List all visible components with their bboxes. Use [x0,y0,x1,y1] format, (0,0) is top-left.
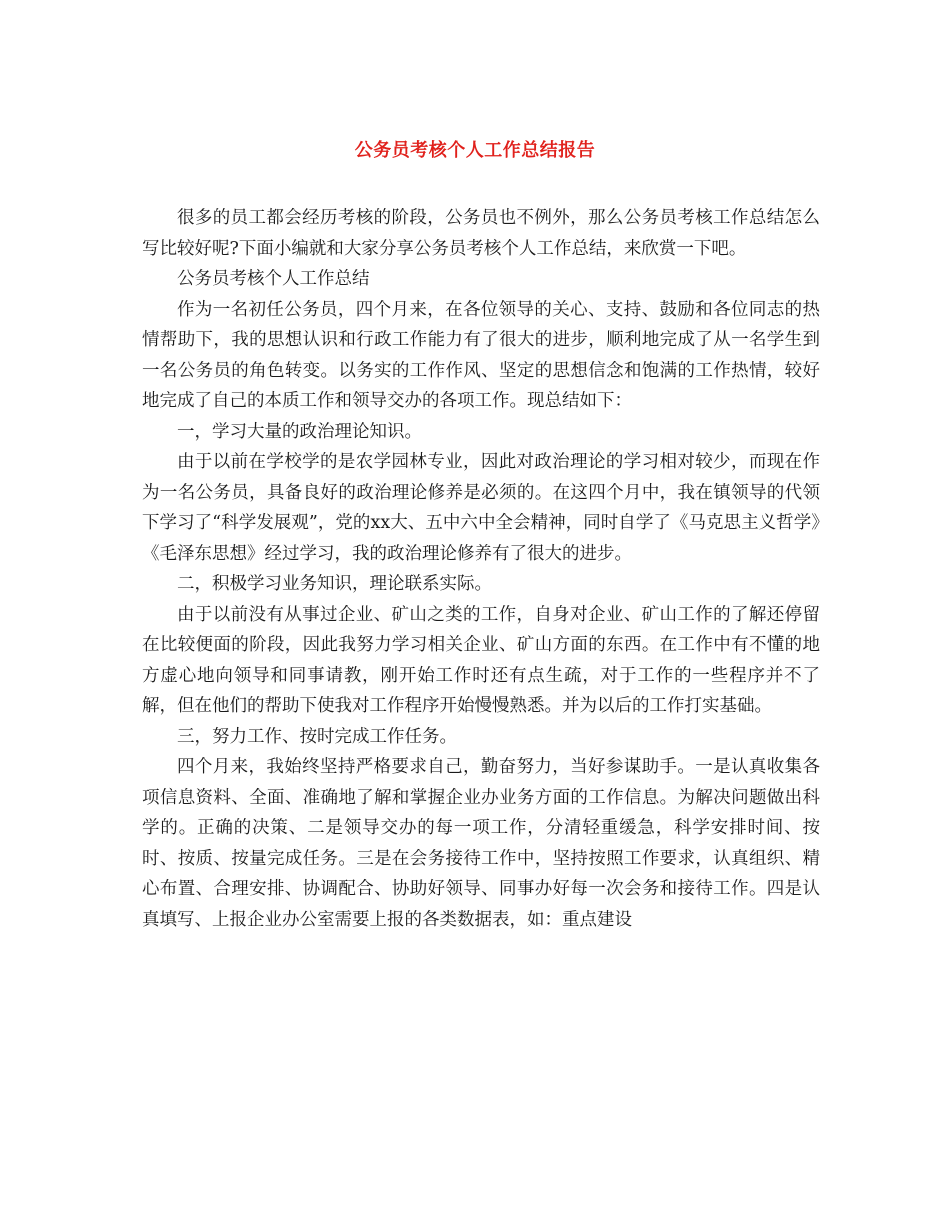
paragraph: 作为一名初任公务员，四个月来，在各位领导的关心、支持、鼓励和各位同志的热情帮助下，我的思想认识和行政工作能力有了很大的进步，顺利地完成了从一名学生到一名公务员的角色转变。以务实的工作作风、坚定的思想信念和饱满的工作热情，较好地完成了自己的本质工作和领导交办的各项工作。现总结如下： [142,299,820,411]
paragraph-intro: 很多的员工都会经历考核的阶段，公务员也不例外，那么公务员考核工作总结怎么写比较好呢?下面小编就和大家分享公务员考核个人工作总结，来欣赏一下吧。 [142,208,820,259]
document-body [142,203,820,935]
section-heading: 公务员考核个人工作总结 [177,269,370,289]
section-heading: 三，努力工作、按时完成工作任务。 [177,726,457,747]
section-heading: 二，积极学习业务知识，理论联系实际。 [177,574,492,594]
section-heading: 一，学习大量的政治理论知识。 [177,421,422,442]
document-title: 公务员考核个人工作总结报告 [354,140,596,161]
paragraph: 由于以前在学校学的是农学园林专业，因此对政治理论的学习相对较少，而现在作为一名公务员，具备良好的政治理论修养是必须的。在这四个月中，我在镇领导的代领下学习了“科学发展观”，党的xx大、五中六中全会精神，同时自学了《马克思主义哲学》《毛泽东思想》经过学习，我的政治理论修养有了很大的进步。 [142,452,820,564]
paragraph: 四个月来，我始终坚持严格要求自己，勤奋努力，当好参谋助手。一是认真收集各项信息资料、全面、准确地了解和掌握企业办业务方面的工作信息。为解决问题做出科学的。正确的决策、二是领导交办的每一项工作，分清轻重缓急，科学安排时间、按时、按质、按量完成任务。三是在会务接待工作中，坚持按照工作要求，认真组织、精心布置、合理安排、协调配合、协助好领导、同事办好每一次会务和接待工作。四是认真填写、上报企业办公室需要上报的各类数据表，如：重点建设 [142,757,820,930]
paragraph: 由于以前没有从事过企业、矿山之类的工作，自身对企业、矿山工作的了解还停留在比较便面的阶段，因此我努力学习相关企业、矿山方面的东西。在工作中有不懂的地方虚心地向领导和同事请教，刚开始工作时还有点生疏，对于工作的一些程序并不了解，但在他们的帮助下使我对工作程序开始慢慢熟悉。并为以后的工作打实基础。 [142,604,820,716]
